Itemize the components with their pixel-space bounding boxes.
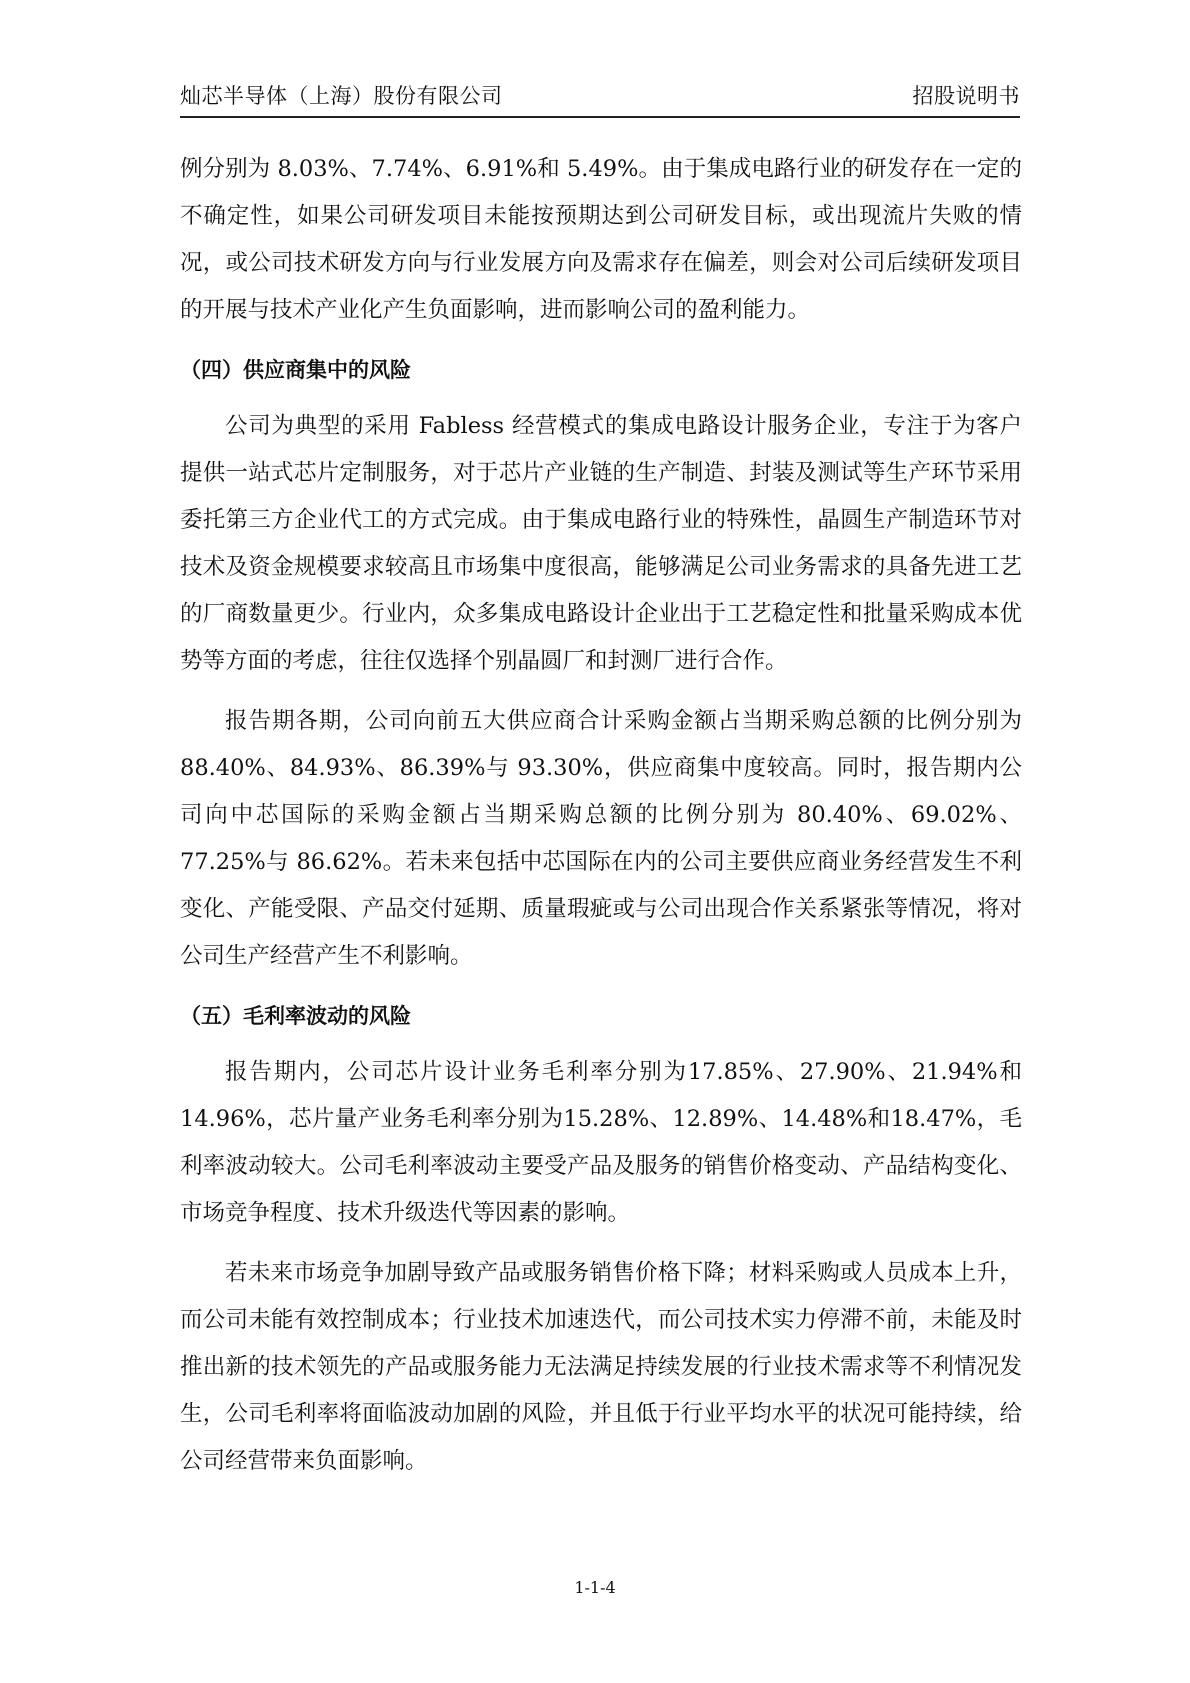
header-company-name: 灿芯半导体（上海）股份有限公司 (180, 84, 503, 108)
gross-margin-paragraph-2: 若未来市场竞争加剧导致产品或服务销售价格下降；材料采购或人员成本上升，而公司未能有效控制成本；行业技术加速迭代，而公司技术实力停滞不前，未能及时推出新的技术领先的产品或服务能力无法满足持续发展的行业技术需求等不利情况发生，公司毛利率将面临波动加剧的风险，并且低于行业平均水平的状况可能持续，给公司经营带来负面影响。 (180, 1260, 1022, 1474)
section-heading-gross-margin: （五）毛利率波动的风险 (180, 1004, 411, 1028)
header-document-type: 招股说明书 (912, 84, 1020, 108)
supplier-paragraph-1: 公司为典型的采用 Fabless 经营模式的集成电路设计服务企业，专注于为客户提供一站式芯片定制服务，对于芯片产业链的生产制造、封装及测试等生产环节采用委托第三方企业代工的方式完成。由于集成电路行业的特殊性，晶圆生产制造环节对技术及资金规模要求较高且市场集中度很高，能够满足公司业务需求的具备先进工艺的厂商数量更少。行业内，众多集成电路设计企业出于工艺稳定性和批量采购成本优势等方面的考虑，往往仅选择个别晶圆厂和封测厂进行合作。 (180, 413, 1022, 674)
continued-paragraph: 例分别为 8.03%、7.74%、6.91%和 5.49%。由于集成电路行业的研发存在一定的不确定性，如果公司研发项目未能按预期达到公司研发目标，或出现流片失败的情况，或公司技术研发方向与行业发展方向及需求存在偏差，则会对公司后续研发项目的开展与技术产业化产生负面影响，进而影响公司的盈利能力。 (180, 156, 1022, 323)
page-header (180, 82, 1020, 118)
gross-margin-paragraph-1: 报告期内，公司芯片设计业务毛利率分别为17.85%、27.90%、21.94%和14.96%，芯片量产业务毛利率分别为15.28%、12.89%、14.48%和18.47%，毛利率波动较大。公司毛利率波动主要受产品及服务的销售价格变动、产品结构变化、市场竞争程度、技术升级迭代等因素的影响。 (180, 1059, 1022, 1226)
page-number: 1-1-4 (574, 1578, 616, 1597)
section-heading-supplier-concentration: （四）供应商集中的风险 (180, 358, 411, 382)
supplier-paragraph-2: 报告期各期，公司向前五大供应商合计采购金额占当期采购总额的比例分别为 88.40%、84.93%、86.39%与 93.30%，供应商集中度较高。同时，报告期内公司向中芯国际的采购金额占当期采购总额的比例分别为 80.40%、69.02%、77.25%与 86.62%。若未来包括中芯国际在内的公司主要供应商业务经营发生不利变化、产能受限、产品交付延期、质量瑕疵或与公司出现合作关系紧张等情况，将对公司生产经营产生不利影响。 (180, 708, 1022, 969)
document-body (180, 146, 1022, 1485)
